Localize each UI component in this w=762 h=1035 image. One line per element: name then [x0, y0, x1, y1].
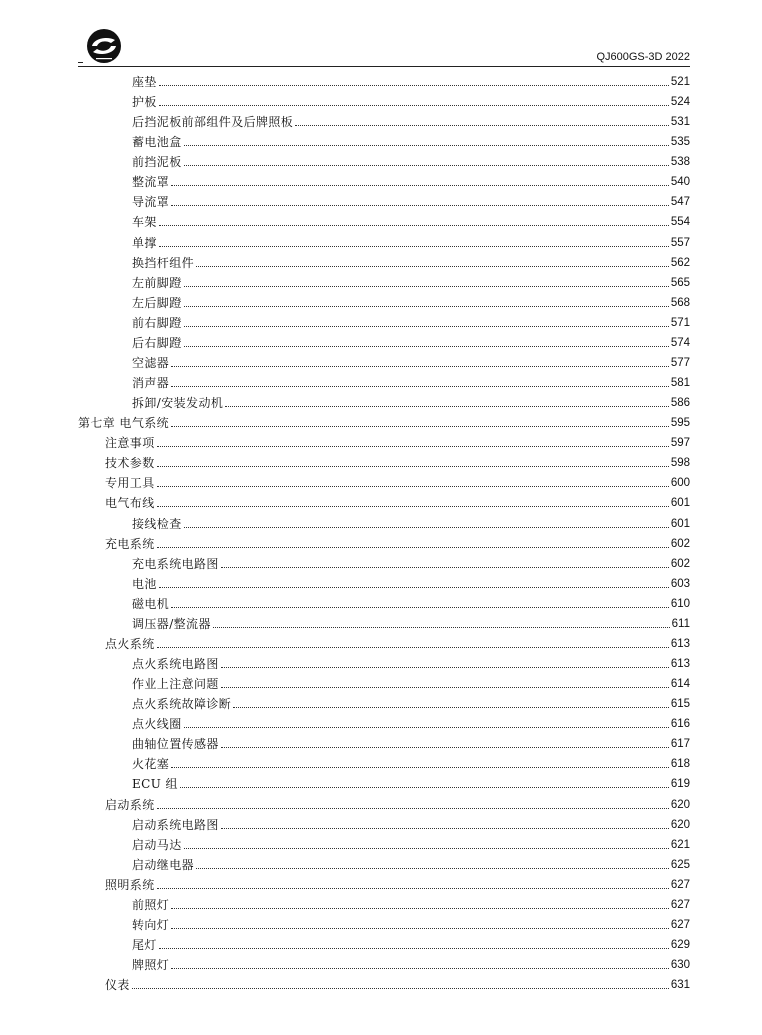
toc-entry-label: 技术参数 — [105, 456, 155, 471]
toc-entry-page: 531 — [670, 116, 690, 129]
toc-dot-leader — [184, 286, 669, 287]
toc-entry-page: 597 — [670, 437, 690, 450]
toc-entry-label: 电池 — [132, 576, 157, 591]
toc-dot-leader — [157, 808, 669, 809]
toc-entry-page: 625 — [670, 858, 690, 871]
toc-dot-leader — [171, 928, 669, 929]
toc-entry[interactable] — [132, 332, 690, 350]
toc-dot-leader — [171, 767, 669, 768]
toc-dot-leader — [159, 587, 669, 588]
toc-entry-label: 照明系统 — [105, 877, 155, 892]
toc-dot-leader — [184, 165, 669, 166]
toc-dot-leader — [221, 828, 669, 829]
toc-dot-leader — [184, 727, 669, 728]
toc-entry-label: 注意事项 — [105, 436, 155, 451]
toc-entry-label: 点火线圈 — [132, 717, 182, 732]
toc-entry[interactable] — [132, 171, 690, 189]
toc-entry-page: 615 — [670, 698, 690, 711]
toc-entry[interactable] — [132, 573, 690, 591]
toc-entry-page: 562 — [670, 256, 690, 269]
toc-entry[interactable] — [132, 814, 690, 832]
toc-entry[interactable] — [132, 613, 690, 631]
toc-entry-page: 619 — [670, 778, 690, 791]
toc-entry[interactable] — [132, 252, 690, 270]
toc-dot-leader — [184, 145, 669, 146]
toc-entry-page: 565 — [670, 276, 690, 289]
toc-entry-label: 左前脚蹬 — [132, 275, 182, 290]
toc-entry-label: 蓄电池盒 — [132, 135, 182, 150]
toc-dot-leader — [221, 667, 669, 668]
toc-dot-leader — [213, 627, 670, 628]
toc-entry[interactable] — [132, 131, 690, 149]
toc-entry[interactable] — [132, 693, 690, 711]
toc-entry-label: 专用工具 — [105, 476, 155, 491]
toc-entry-page: 535 — [670, 136, 690, 149]
toc-entry-label: ECU 组 — [132, 777, 178, 792]
toc-dot-leader — [157, 647, 669, 648]
toc-entry[interactable] — [105, 533, 690, 551]
toc-entry-page: 603 — [670, 577, 690, 590]
toc-entry-page: 613 — [670, 637, 690, 650]
toc-dot-leader — [171, 607, 669, 608]
toc-entry-page: 600 — [670, 477, 690, 490]
toc-entry[interactable] — [132, 91, 690, 109]
toc-entry-page: 574 — [670, 336, 690, 349]
toc-dot-leader — [157, 446, 669, 447]
toc-dot-leader — [196, 266, 669, 267]
toc-entry-page: 547 — [670, 196, 690, 209]
toc-entry-page: 577 — [670, 356, 690, 369]
toc-dot-leader — [171, 185, 669, 186]
toc-entry-page: 631 — [670, 979, 690, 992]
toc-entry-label: 导流罩 — [132, 195, 170, 210]
toc-entry-page: 568 — [670, 296, 690, 309]
toc-entry-page: 602 — [670, 537, 690, 550]
toc-entry[interactable] — [132, 272, 690, 290]
header-rule — [78, 66, 690, 67]
toc-entry-page: 595 — [670, 417, 690, 430]
toc-entry-page: 611 — [671, 617, 690, 630]
toc-entry-label: 充电系统电路图 — [132, 556, 219, 571]
toc-entry-page: 540 — [670, 176, 690, 189]
toc-entry-label: 启动系统 — [105, 797, 155, 812]
toc-entry[interactable] — [132, 934, 690, 952]
toc-entry-label: 作业上注意问题 — [132, 677, 219, 692]
toc-entry-page: 620 — [670, 798, 690, 811]
toc-entry-label: 座垫 — [132, 75, 157, 89]
toc-entry-label: 拆卸/安装发动机 — [132, 396, 224, 411]
toc-dot-leader — [159, 105, 669, 106]
toc-entry[interactable] — [132, 653, 690, 671]
toc-dot-leader — [221, 747, 669, 748]
toc-entry[interactable] — [105, 492, 690, 510]
toc-entry[interactable] — [132, 773, 690, 791]
toc-entry[interactable] — [105, 794, 690, 812]
toc-entry[interactable] — [132, 914, 690, 932]
toc-entry-page: 618 — [670, 758, 690, 771]
toc-entry-page: 581 — [670, 377, 690, 390]
toc-entry-label: 单撑 — [132, 235, 157, 250]
toc-dot-leader — [157, 506, 669, 507]
toc-entry-page: 627 — [670, 918, 690, 931]
toc-dot-leader — [157, 888, 669, 889]
page-header — [78, 28, 690, 68]
toc-entry-page: 630 — [670, 959, 690, 972]
toc-entry[interactable] — [132, 713, 690, 731]
toc-entry-page: 614 — [670, 678, 690, 691]
toc-dot-leader — [171, 366, 669, 367]
toc-entry-label: 磁电机 — [132, 596, 170, 611]
toc-entry-label: 第七章 电气系统 — [78, 416, 170, 431]
toc-dot-leader — [233, 707, 669, 708]
toc-entry[interactable] — [132, 593, 690, 611]
toc-dot-leader — [132, 988, 669, 989]
toc-entry-page: 601 — [670, 517, 690, 530]
brand-logo-icon — [82, 28, 126, 64]
toc-entry-page: 571 — [670, 316, 690, 329]
toc-entry[interactable] — [132, 191, 690, 209]
toc-entry-label: 电气布线 — [105, 496, 155, 511]
toc-entry-label: 护板 — [132, 95, 157, 110]
toc-entry-label: 空滤器 — [132, 355, 170, 370]
toc-entry-page: 554 — [670, 216, 690, 229]
toc-entry-label: 充电系统 — [105, 536, 155, 551]
toc-dot-leader — [157, 466, 669, 467]
toc-entry-page: 627 — [670, 898, 690, 911]
toc-dot-leader — [157, 486, 669, 487]
toc-entry-label: 尾灯 — [132, 938, 157, 952]
toc-entry-page: 621 — [670, 838, 690, 851]
toc-dot-leader — [180, 787, 669, 788]
toc-entry[interactable] — [132, 292, 690, 310]
toc-entry-label: 前右脚蹬 — [132, 315, 182, 330]
toc-entry[interactable] — [132, 312, 690, 330]
toc-entry-label: 点火系统 — [105, 636, 155, 651]
toc-entry[interactable] — [132, 151, 690, 169]
header-tick — [78, 62, 83, 63]
toc-entry[interactable] — [132, 894, 690, 912]
toc-entry-page: 616 — [670, 718, 690, 731]
toc-entry[interactable] — [132, 673, 690, 691]
toc-entry[interactable] — [132, 753, 690, 771]
toc-entry[interactable] — [132, 392, 690, 410]
toc-entry[interactable] — [132, 954, 690, 972]
toc-entry-label: 整流罩 — [132, 175, 170, 190]
toc-entry[interactable] — [132, 352, 690, 370]
toc-dot-leader — [184, 527, 669, 528]
toc-dot-leader — [159, 85, 669, 86]
toc-entry[interactable] — [132, 372, 690, 390]
toc-entry[interactable] — [78, 412, 690, 430]
toc-entry[interactable] — [105, 452, 690, 470]
toc-entry-label: 前照灯 — [132, 897, 170, 912]
toc-entry-label: 火花塞 — [132, 757, 170, 772]
toc-entry[interactable] — [105, 974, 690, 992]
toc-entry-label: 启动马达 — [132, 837, 182, 852]
toc-entry[interactable] — [132, 71, 690, 89]
toc-dot-leader — [221, 687, 669, 688]
toc-dot-leader — [159, 948, 669, 949]
toc-dot-leader — [184, 346, 669, 347]
toc-entry-label: 仪表 — [105, 978, 130, 993]
toc-entry-label: 左后脚蹬 — [132, 295, 182, 310]
toc-entry-label: 换挡杆组件 — [132, 255, 195, 270]
toc-entry-label: 后右脚蹬 — [132, 335, 182, 350]
toc-dot-leader — [225, 406, 669, 407]
toc-entry-page: 521 — [670, 76, 690, 88]
toc-dot-leader — [159, 246, 669, 247]
toc-dot-leader — [184, 848, 669, 849]
toc-entry-label: 前挡泥板 — [132, 155, 182, 170]
toc-entry-page: 617 — [670, 738, 690, 751]
toc-entry[interactable] — [132, 733, 690, 751]
toc-entry[interactable] — [105, 633, 690, 651]
toc-entry-label: 转向灯 — [132, 917, 170, 932]
toc-entry-label: 点火系统电路图 — [132, 657, 219, 672]
toc-dot-leader — [157, 547, 669, 548]
toc-entry[interactable] — [105, 472, 690, 490]
toc-entry[interactable] — [105, 874, 690, 892]
toc-entry[interactable] — [132, 834, 690, 852]
toc-entry-page: 601 — [670, 497, 690, 510]
toc-entry-label: 点火系统故障诊断 — [132, 697, 232, 712]
toc-entry-label: 车架 — [132, 215, 157, 230]
toc-entry-label: 消声器 — [132, 376, 170, 391]
toc-dot-leader — [171, 968, 669, 969]
toc-dot-leader — [159, 225, 669, 226]
toc-entry-label: 调压器/整流器 — [132, 616, 211, 631]
toc-entry[interactable] — [132, 854, 690, 872]
toc-dot-leader — [295, 125, 669, 126]
toc-dot-leader — [184, 306, 669, 307]
toc-entry-label: 接线检查 — [132, 516, 182, 531]
toc-entry[interactable] — [105, 432, 690, 450]
toc-dot-leader — [171, 908, 669, 909]
toc-entry-page: 620 — [670, 818, 690, 831]
toc-entry-label: 启动系统电路图 — [132, 817, 219, 832]
toc-entry-label: 牌照灯 — [132, 958, 170, 973]
toc-entry-label: 后挡泥板前部组件及后牌照板 — [132, 115, 294, 130]
toc-entry-page: 613 — [670, 658, 690, 671]
toc-entry-page: 524 — [670, 96, 690, 109]
toc-dot-leader — [171, 386, 669, 387]
toc-dot-leader — [184, 326, 669, 327]
toc-entry-label: 曲轴位置传感器 — [132, 737, 219, 752]
toc-dot-leader — [196, 868, 669, 869]
toc-entry-page: 629 — [670, 939, 690, 951]
document-code: QJ600GS-3D 2022 — [596, 51, 690, 63]
toc-entry-label: 启动继电器 — [132, 857, 195, 872]
toc-entry-page: 598 — [670, 457, 690, 470]
toc-entry-page: 610 — [670, 597, 690, 610]
toc-entry-page: 586 — [670, 397, 690, 410]
toc-dot-leader — [221, 567, 669, 568]
toc-entry[interactable] — [132, 513, 690, 531]
toc-dot-leader — [171, 205, 669, 206]
toc-entry-page: 627 — [670, 878, 690, 891]
toc-dot-leader — [171, 426, 669, 427]
toc-entry[interactable] — [132, 211, 690, 229]
toc-entry[interactable] — [132, 232, 690, 250]
toc-entry-page: 557 — [670, 236, 690, 249]
toc-entry-page: 602 — [670, 557, 690, 570]
toc-entry[interactable] — [132, 553, 690, 571]
toc-entry[interactable] — [132, 111, 690, 129]
toc-entry-page: 538 — [670, 156, 690, 169]
